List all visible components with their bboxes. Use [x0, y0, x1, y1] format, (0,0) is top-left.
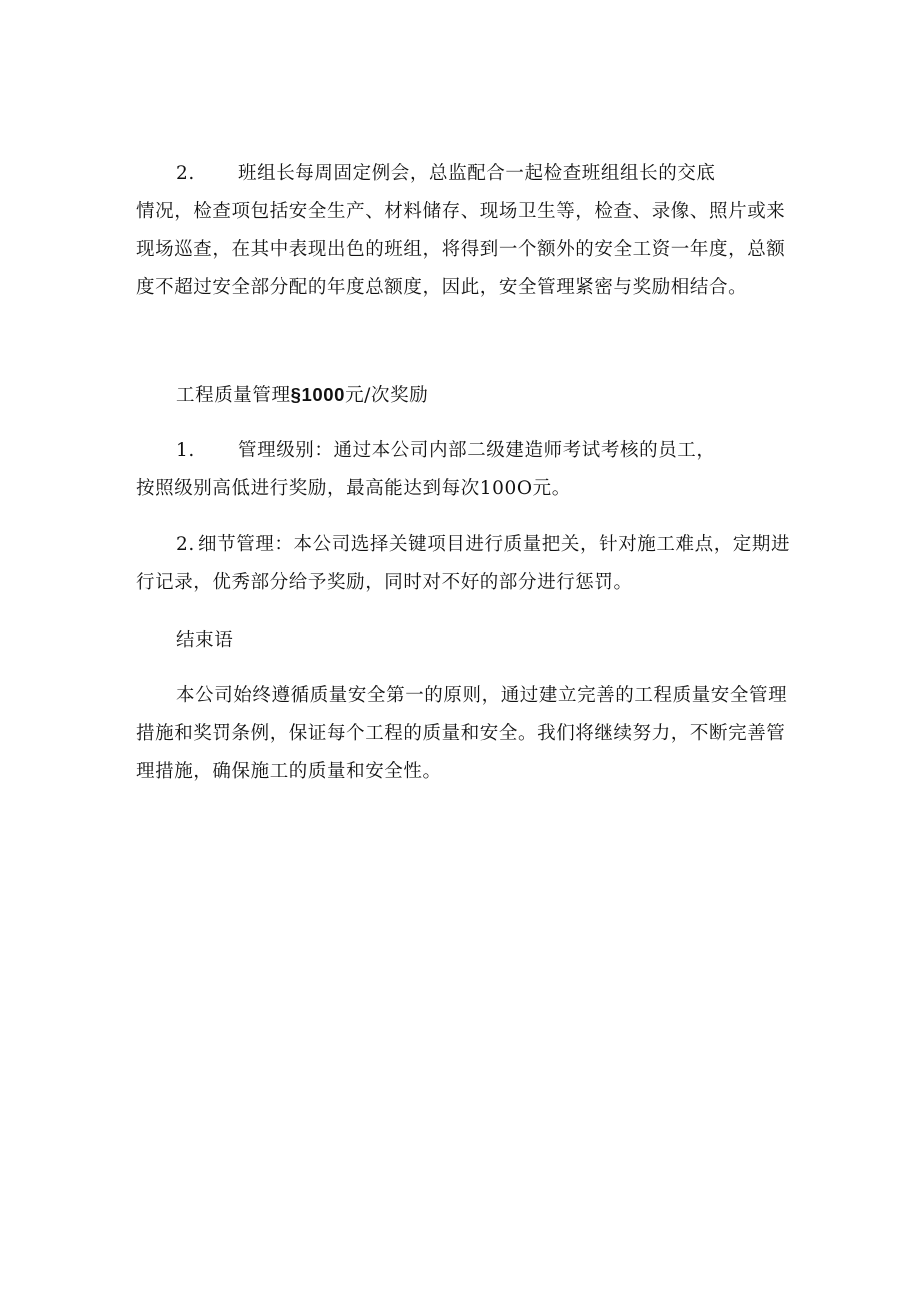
item-2-number: 2. — [176, 163, 195, 184]
item-1-management-level — [136, 432, 796, 508]
conclusion-paragraph — [136, 677, 796, 791]
heading-quality-suffix: 元/次奖励 — [345, 385, 429, 406]
heading-quality-prefix: 工程质量管理 — [176, 385, 291, 406]
conclusion-text: 本公司始终遵循质量安全第一的原则，通过建立完善的工程质量安全管理措施和奖罚条例，保证每个工程的质量和安全。我们将继续努力，不断完善管理措施，确保施工的质量和安全性。 — [136, 685, 788, 782]
item-1-first-text: 管理级别：通过本公司内部二级建造师考试考核的员工， — [238, 440, 716, 461]
item-2-first-line — [136, 155, 796, 193]
item-2-continued-text: 情况，检查项包括安全生产、材料储存、现场卫生等，检查、录像、照片或来现场巡查，在其中表现出色的班组，将得到一个额外的安全工资一年度，总额度不超过安全部分配的年度总额度，因此，安全管理紧密与奖励相结合。 — [136, 201, 786, 298]
item-2-first-text: 班组长每周固定例会，总监配合一起检查班组组长的交底 — [238, 163, 716, 184]
item-2-detail-management — [136, 526, 796, 602]
heading-quality-management — [176, 376, 428, 415]
item-2b-text: 细节管理：本公司选择关键项目进行质量把关，针对施工难点，定期进行记录，优秀部分给予奖励，同时对不好的部分进行惩罚。 — [136, 534, 791, 593]
item-2b-number: 2. — [176, 534, 195, 555]
heading-conclusion: 结束语 — [176, 630, 234, 651]
item-1-first-line — [136, 432, 796, 470]
item-2-safety-meeting — [136, 155, 796, 307]
item-1-continued-text: 按照级别高低进行奖励，最高能达到每次100O元。 — [136, 478, 571, 499]
item-1-number: 1. — [176, 440, 195, 461]
heading-quality-amount: §1000 — [290, 384, 346, 405]
